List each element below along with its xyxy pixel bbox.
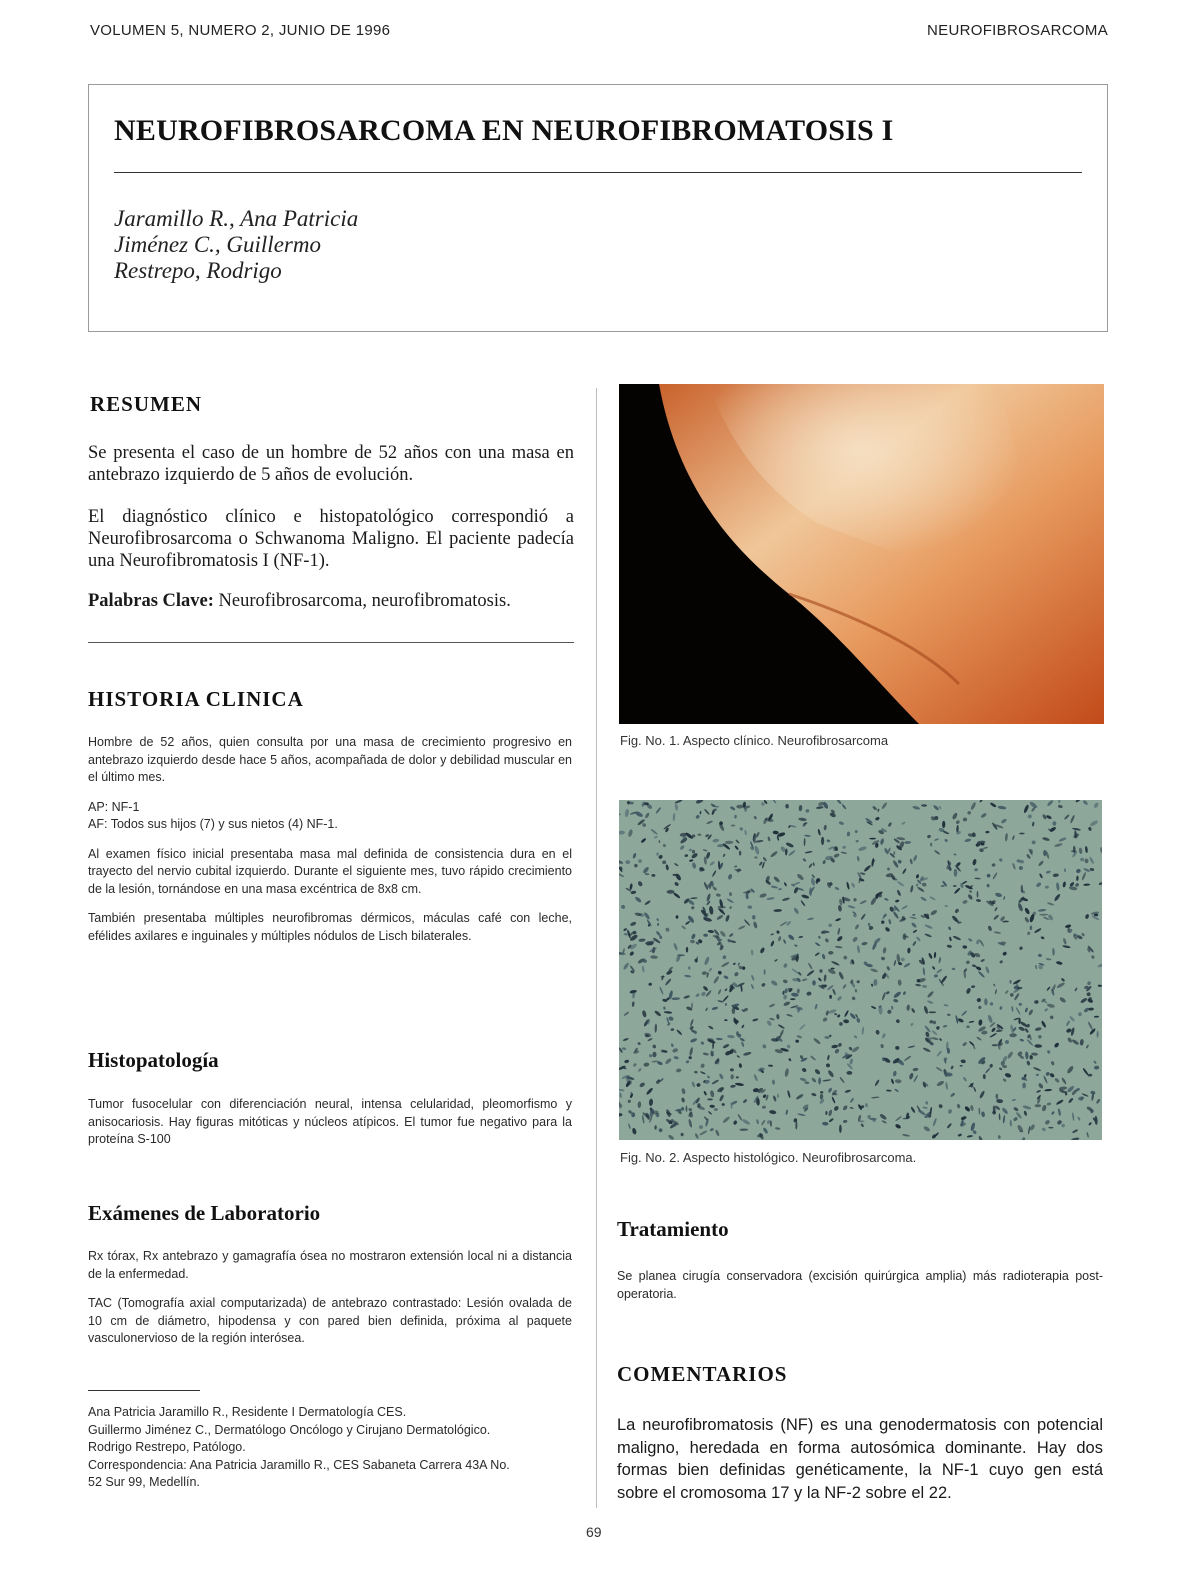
keywords-text: Neurofibrosarcoma, neurofibromatosis. — [218, 591, 511, 611]
histopatologia-body — [88, 1096, 572, 1161]
comentarios-paragraph-1: La neurofibromatosis (NF) es una genodermatosis con potencial maligno, heredada en forma autosómica dominante. Hay dos formas bien definidas genéticamente, la NF-1 cuyo gen está sobre el cromosoma 17 y la NF-2 sobre el 22. — [617, 1416, 1103, 1502]
cell-nucleus — [928, 1011, 936, 1013]
historia-heading: HISTORIA CLINICA — [88, 687, 304, 711]
article-title: NEUROFIBROSARCOMA EN NEUROFIBROMATOSIS I — [114, 114, 894, 147]
figure-2-caption: Fig. No. 2. Aspecto histológico. Neurofibrosarcoma. — [620, 1150, 917, 1165]
resumen-paragraph-1: Se presenta el caso de un hombre de 52 años con una masa en antebrazo izquierdo de 5 años de evolución. — [88, 443, 574, 485]
histology-graphic — [619, 800, 1102, 1140]
forearm-photo-graphic — [619, 384, 1104, 724]
comentarios-heading: COMENTARIOS — [617, 1362, 788, 1386]
keywords-label: Palabras Clave: — [88, 591, 214, 611]
tratamiento-paragraph-1: Se planea cirugía conservadora (excisión quirúrgica amplia) más radioterapia post-operatoria. — [617, 1269, 1103, 1301]
footnote-4: Correspondencia: Ana Patricia Jaramillo R., CES Sabaneta Carrera 43A No. — [88, 1457, 510, 1472]
footnote-2: Guillermo Jiménez C., Dermatólogo Oncólogo y Cirujano Dermatológico. — [88, 1422, 491, 1437]
page-number: 69 — [586, 1524, 602, 1540]
author-1: Jaramillo R., Ana Patricia — [114, 206, 359, 231]
cell-nucleus — [992, 1044, 998, 1046]
figure-2-histology-photo — [619, 800, 1102, 1140]
author-2: Jiménez C., Guillermo — [114, 232, 321, 257]
historia-body — [88, 734, 572, 957]
footnote-rule — [88, 1390, 200, 1391]
cell-nucleus — [653, 1052, 657, 1058]
resumen-divider — [88, 642, 574, 643]
resumen-heading: RESUMEN — [90, 392, 203, 416]
cell-nucleus — [812, 980, 816, 985]
tratamiento-body — [617, 1268, 1103, 1315]
cell-nucleus — [736, 805, 743, 809]
cell-nucleus — [977, 891, 979, 898]
historia-paragraph-3: También presentaba múltiples neurofibromas dérmicos, máculas café con leche, efélides axilares e inguinales y múltiples nódulos de Lisch bilaterales. — [88, 911, 572, 943]
historia-paragraph-2: Al examen físico inicial presentaba masa mal definida de consistencia dura en el trayecto del nervio cubital izquierdo. Durante el siguiente mes, tuvo rápido crecimiento de la lesión, tornándose en una masa excéntrica de 8x8 cm. — [88, 846, 572, 896]
author-list — [114, 206, 358, 284]
footnotes — [88, 1404, 574, 1492]
laboratorio-body — [88, 1248, 572, 1360]
histopatologia-heading: Histopatología — [88, 1048, 219, 1072]
figure-1-caption: Fig. No. 1. Aspecto clínico. Neurofibrosarcoma — [620, 733, 889, 748]
tratamiento-heading: Tratamiento — [617, 1217, 729, 1241]
column-divider — [596, 388, 597, 1508]
laboratorio-paragraph-1: Rx tórax, Rx antebrazo y gamagrafía ósea no mostraron extensión local ni a distancia de la enfermedad. — [88, 1249, 572, 1281]
cell-nucleus — [777, 1094, 779, 1098]
author-3: Restrepo, Rodrigo — [114, 258, 282, 283]
cell-nucleus — [821, 837, 824, 845]
title-divider — [114, 172, 1082, 173]
running-header-right: NEUROFIBROSARCOMA — [927, 22, 1108, 39]
cell-nucleus — [839, 1125, 842, 1133]
cell-nucleus — [645, 941, 653, 945]
cell-nucleus — [942, 821, 945, 828]
footnote-1: Ana Patricia Jaramillo R., Residente I Dermatología CES. — [88, 1405, 407, 1419]
historia-af: AF: Todos sus hijos (7) y sus nietos (4) NF-1. — [88, 817, 338, 831]
historia-paragraph-1: Hombre de 52 años, quien consulta por una masa de crecimiento progresivo en antebrazo izquierdo desde hace 5 años, acompañada de dolor y debilidad muscular en el último mes. — [88, 735, 572, 784]
resumen-paragraph-2: El diagnóstico clínico e histopatológico correspondió a Neurofibrosarcoma o Schwanoma Maligno. El paciente padecía una Neurofibromatosis I (NF-1). — [88, 507, 574, 571]
laboratorio-heading: Exámenes de Laboratorio — [88, 1201, 321, 1225]
laboratorio-paragraph-2: TAC (Tomografía axial computarizada) de antebrazo contrastado: Lesión ovalada de 10 cm de diámetro, hipodensa y con pared bien definida, próxima al paquete vasculonervioso de la región interósea. — [88, 1296, 572, 1345]
footnote-5: 52 Sur 99, Medellín. — [88, 1475, 200, 1489]
running-header-left: VOLUMEN 5, NUMERO 2, JUNIO DE 1996 — [90, 22, 391, 39]
cell-nucleus — [1035, 1104, 1042, 1107]
historia-ap: AP: NF-1 — [88, 799, 140, 814]
figure-1-clinical-photo — [619, 384, 1104, 724]
footnote-3: Rodrigo Restrepo, Patólogo. — [88, 1440, 246, 1454]
keywords — [88, 590, 574, 612]
histopatologia-paragraph-1: Tumor fusocelular con diferenciación neural, intensa celularidad, pleomorfismo y anisocariosis. Hay figuras mitóticas y núcleos atípicos. El tumor fue negativo para la proteína S-100 — [88, 1097, 572, 1146]
